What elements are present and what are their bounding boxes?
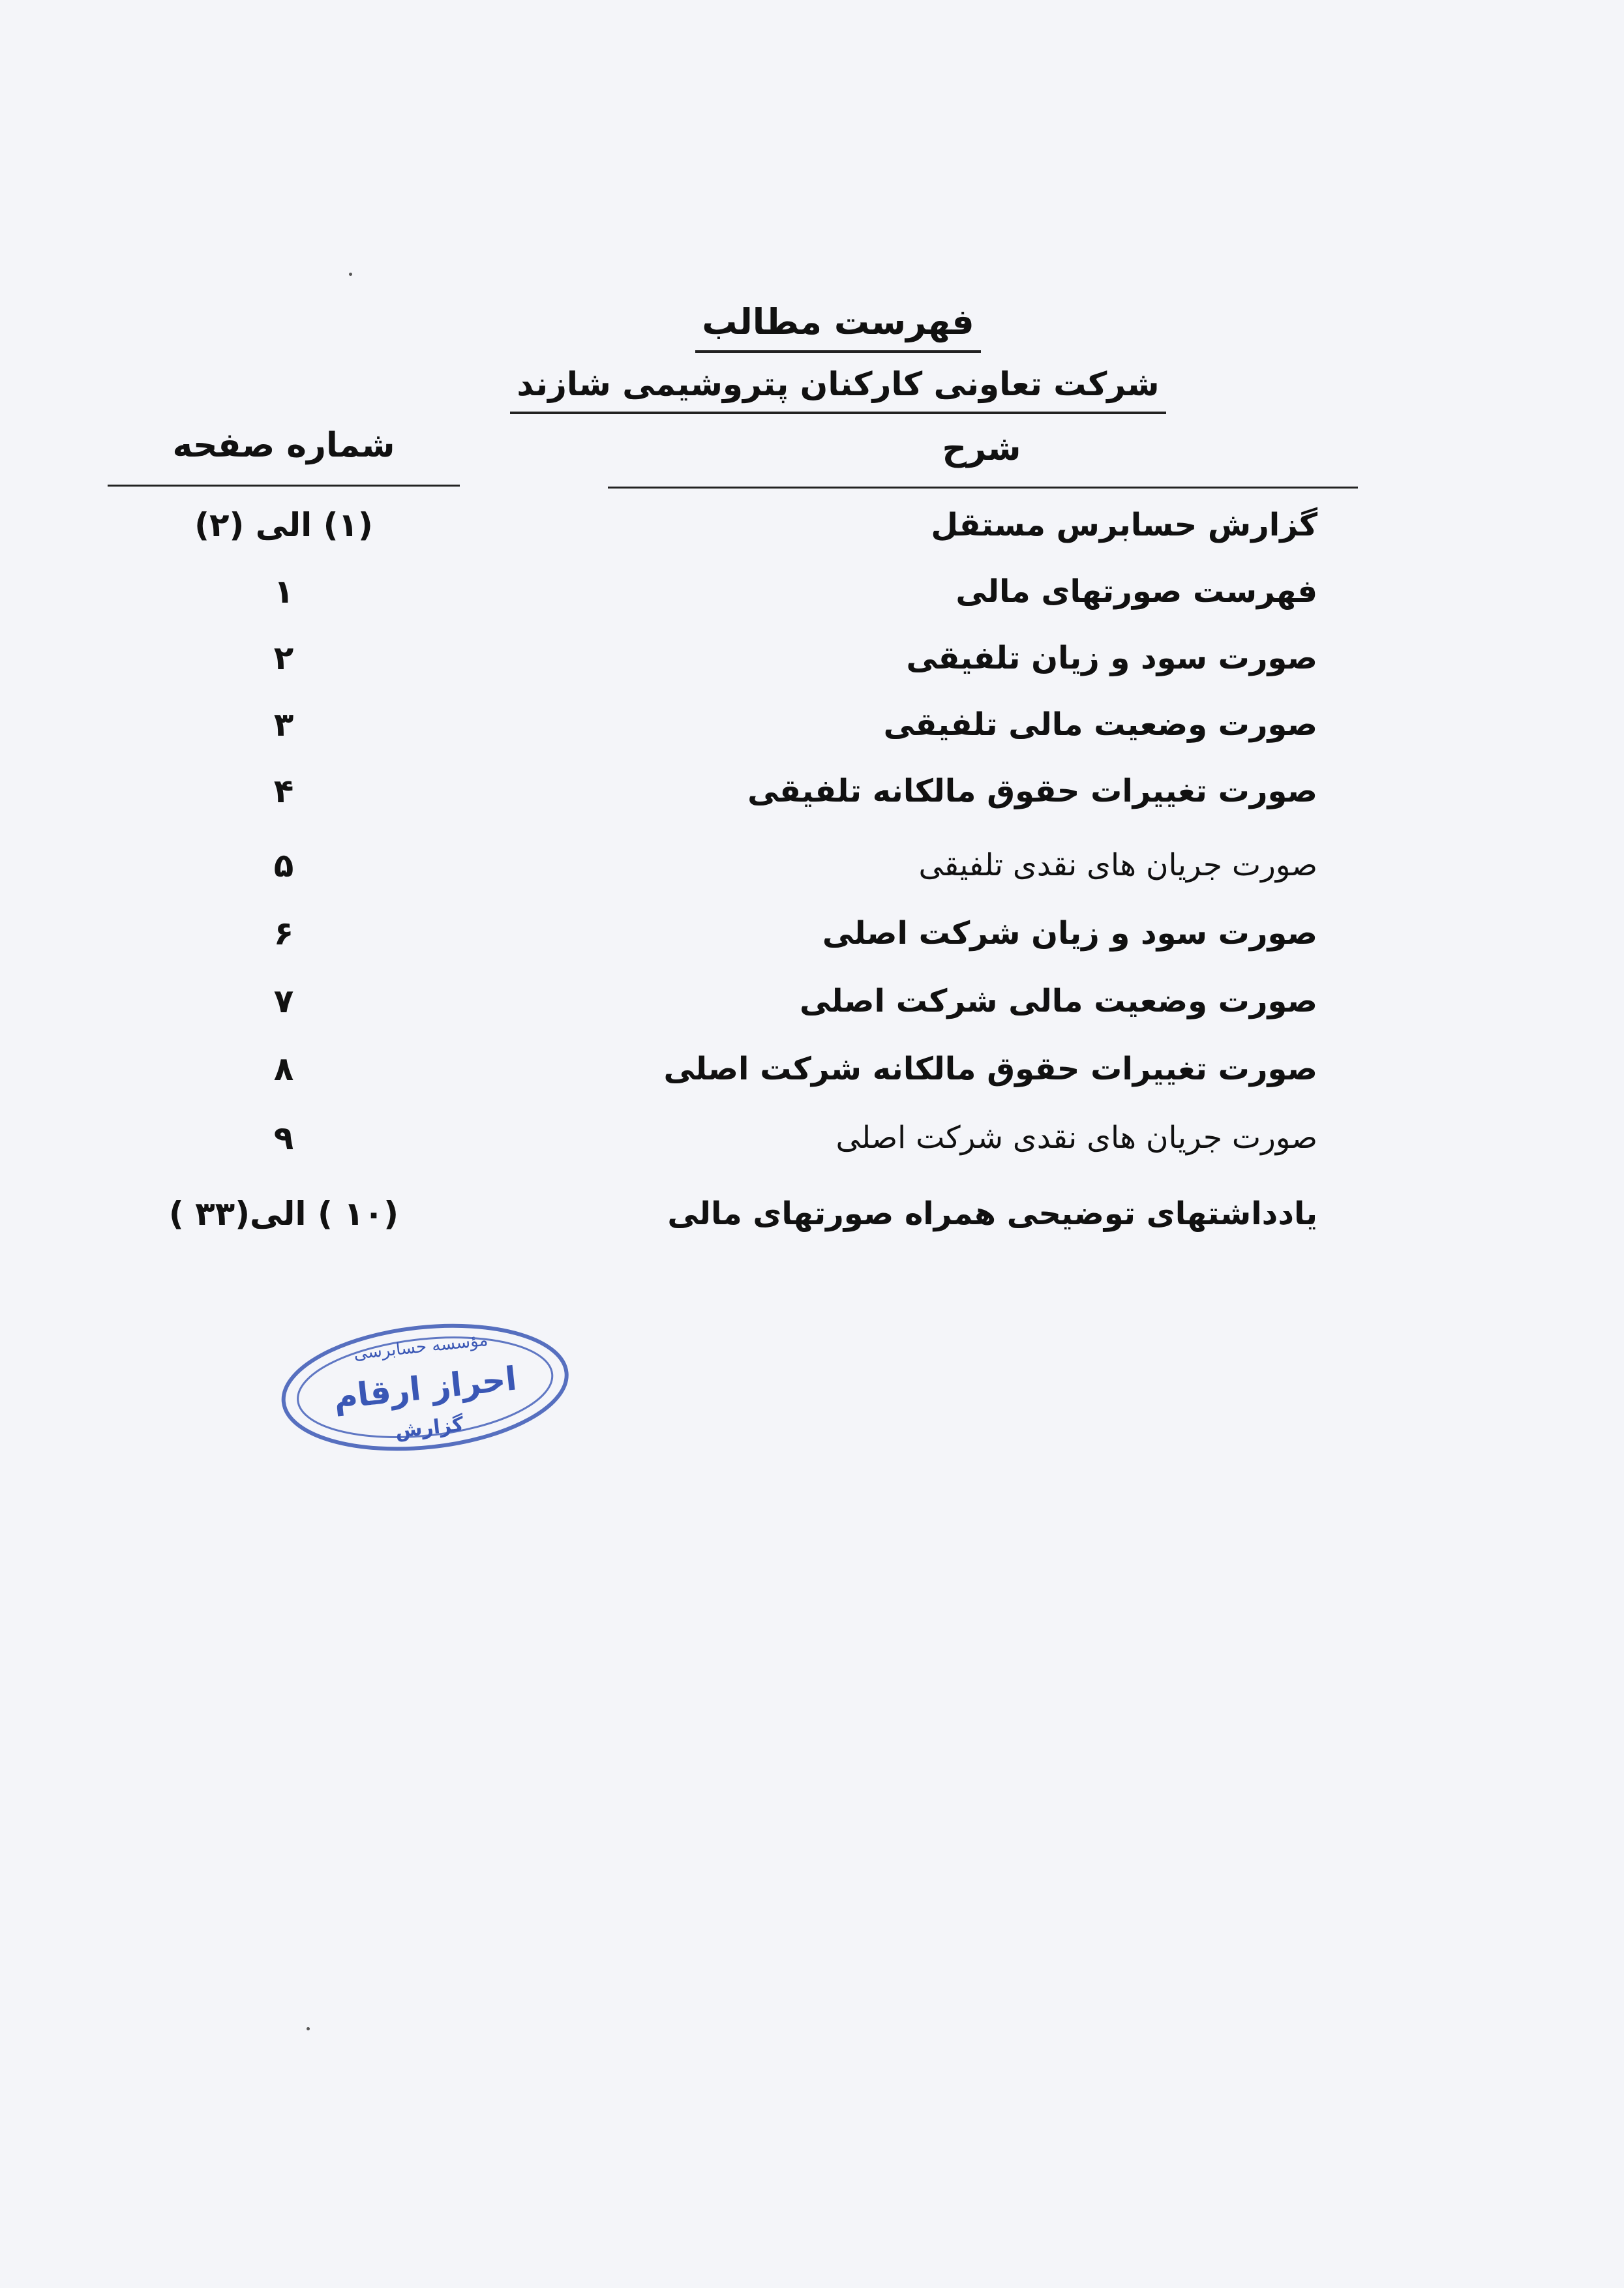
toc-entry-page: ۱ xyxy=(273,573,294,610)
toc-entry-page: ۴ xyxy=(273,772,294,810)
description-column-header: شرح xyxy=(942,429,1021,468)
toc-row xyxy=(0,1184,1624,1243)
toc-entry-page: ۸ xyxy=(273,1050,294,1088)
toc-entry-page: ۳ xyxy=(273,706,294,744)
toc-entry-description: صورت وضعیت مالی تلفیقی xyxy=(883,706,1317,743)
toc-entry-page: ۹ xyxy=(273,1119,294,1157)
scan-speck xyxy=(349,273,352,276)
toc-row xyxy=(0,695,1624,754)
page-number-column-header: شماره صفحه xyxy=(172,426,395,465)
toc-entry-description: صورت جریان های نقدی شرکت اصلی xyxy=(835,1120,1317,1156)
toc-row xyxy=(0,904,1624,963)
toc-row xyxy=(0,972,1624,1031)
scan-speck xyxy=(307,2027,310,2030)
auditor-stamp-graphic xyxy=(270,1299,581,1479)
toc-entry-description: فهرست صورتهای مالی xyxy=(955,573,1317,610)
toc-entry-page: ۵ xyxy=(273,847,294,884)
stamp-name-text: احراز ارقام xyxy=(331,1359,519,1417)
company-name-text: شرکت تعاونی کارکنان پتروشیمی شازند xyxy=(510,367,1165,414)
toc-row xyxy=(0,629,1624,687)
toc-entry-description: صورت تغییرات حقوق مالکانه شرکت اصلی xyxy=(663,1051,1317,1087)
stamp-bottom-text: گزارش xyxy=(394,1413,465,1443)
toc-entry-description: یادداشتهای توضیحی همراه صورتهای مالی xyxy=(667,1196,1317,1232)
toc-row xyxy=(0,1109,1624,1167)
toc-entry-description: صورت وضعیت مالی شرکت اصلی xyxy=(799,983,1317,1019)
toc-entry-page: (۱) الی (۲) xyxy=(194,506,373,544)
toc-entry-description: گزارش حسابرس مستقل xyxy=(931,507,1317,543)
toc-row xyxy=(0,562,1624,621)
toc-row xyxy=(0,762,1624,820)
document-title-text: فهرست مطالب xyxy=(695,303,980,353)
toc-row xyxy=(0,1040,1624,1098)
auditor-stamp xyxy=(270,1299,581,1479)
toc-entry-page: ۶ xyxy=(273,914,294,952)
toc-entry-description: صورت سود و زیان تلفیقی xyxy=(906,640,1317,676)
toc-entry-description: صورت تغییرات حقوق مالکانه تلفیقی xyxy=(747,773,1317,809)
stamp-top-text: مؤسسه حسابرسی xyxy=(352,1330,489,1364)
toc-entry-description: صورت سود و زیان شرکت اصلی xyxy=(822,915,1317,952)
toc-row xyxy=(0,836,1624,895)
toc-entry-page: ۷ xyxy=(273,982,294,1020)
toc-entry-page: ۲ xyxy=(273,639,294,677)
toc-row xyxy=(0,496,1624,554)
toc-entry-page: (۱۰ ) الی(۳۳ ) xyxy=(168,1195,399,1233)
toc-entry-description: صورت جریان های نقدی تلفیقی xyxy=(918,847,1317,883)
